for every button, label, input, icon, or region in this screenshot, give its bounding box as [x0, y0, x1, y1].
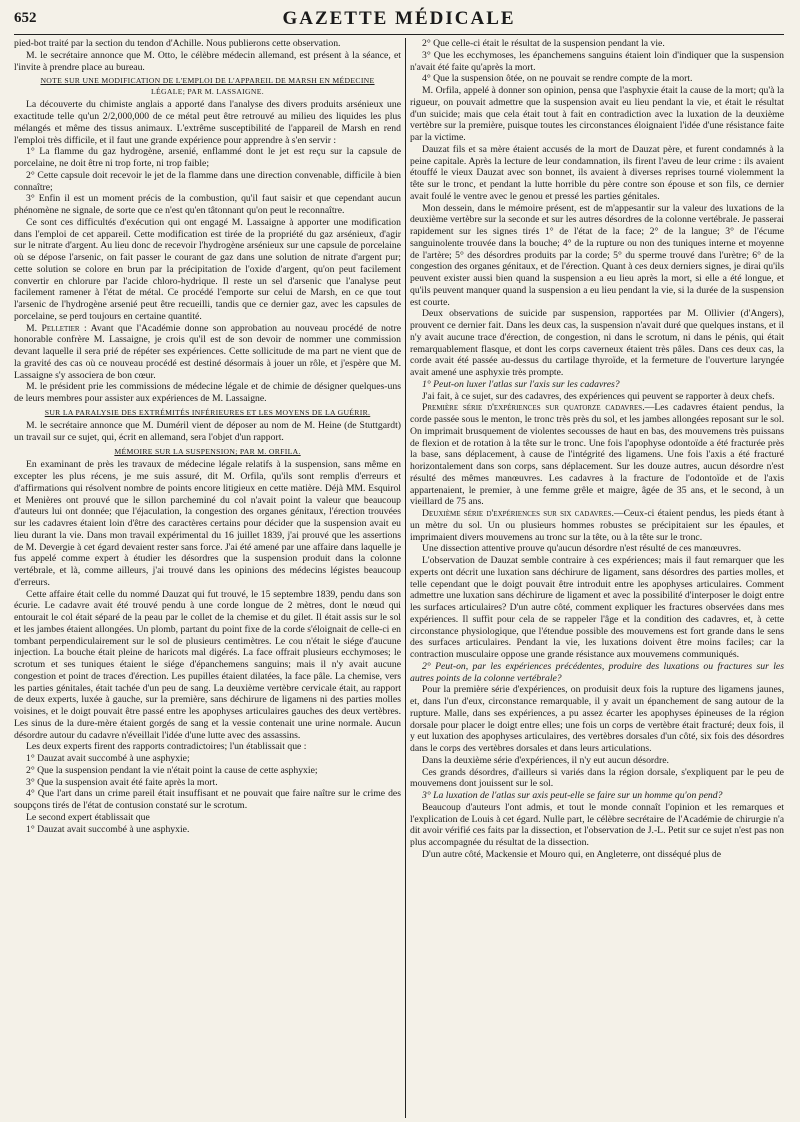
paragraph: M. Orfila, appelé à donner son opinion, pensa que l'asphyxie était la cause de la mort; qu'à la rigueur, on pouvait admettre que la suspension avait eu lieu pendant la vie, et était le résultat d'un suicide; mais que cela était tout à fait en contradiction avec la luxation de la deuxième vertèbre sur la première, puisque toutes les circonstances éloignaient l'idée d'une résistance faite par la victime.	[410, 85, 784, 143]
paragraph: Cette affaire était celle du nommé Dauzat qui fut trouvé, le 15 septembre 1839, pendu dans son écurie. Le cadavre avait été trouvé pendu à une corde longue de 2 mètres, dont le nœud qui entourait le col était séparé de la peau par le collet de la chemise et du gilet. Il était assis sur le sol et les jambes étaient allongées. Un plomb, partant du point fixe de la corde s'éloignait de celle-ci en tombant perpendiculairement sur le sol de plusieurs centimètres. Le cou n'était le siége d'aucune injection. La bouche était pleine de haricots mal digérés. La face offrait plusieurs ecchymoses; le scrotum et ses tuniques étaient le siége d'épanchemens sanguins; mais il n'y avait aucune congestion et point de traces d'érection. Les pupilles étaient dilatées, la face pâle. La chemise, vers les parties génitales, était tachée d'un peu de sang. La deuxième vertèbre cervicale était, au rapport de deux experts, luxée à gauche, sur la première, sans déchirure de ligamens ni des parties molles voisines, et le doigt pouvait être passé entre les apophyses articulaires gauches des deux vertèbres. Les sinus de la dure-mère étaient gorgés de sang et la vessie contenait une urine normale. Aucun désordre autour du cadavre n'éveillait l'idée d'une lutte avec des assassins.	[14, 588, 401, 741]
paragraph: 3° Enfin il est un moment précis de la combustion, qu'il faut saisir et que cependant aucun phénomène ne signale, de sorte que ce n'est qu'en tâtonnant qu'on peut le reconnaître.	[14, 193, 401, 216]
right-column	[410, 38, 784, 1122]
paragraph: D'un autre côté, Mackensie et Mouro qui, en Angleterre, ont disséqué plus de	[422, 848, 722, 860]
page-header	[14, 6, 784, 35]
paragraph: Dauzat fils et sa mère étaient accusés de la mort de Dauzat père, et furent condamnés à la peine capitale. Après la lecture de leur condamnation, ils firent l'aveu de leur crime : ils avaient étouffé le vieux Dauzat avec son bonnet, ils avaient à diverses reprises tourné violemment la tête sur le tronc, et pendant la lutte horrible du père contre son épouse et son fils, ce dernier avait foulé le ventre avec le genou et pressé les parties génitales.	[410, 143, 784, 202]
paragraph: Une dissection attentive prouve qu'aucun désordre n'est résulté de ces manœuvres.	[422, 543, 742, 555]
section-heading: MÉMOIRE SUR LA SUSPENSION; PAR M. ORFILA.	[114, 446, 301, 456]
list-item: 2° Que la suspension pendant la vie n'était point la cause de cette asphyxie;	[26, 764, 318, 776]
paragraph: Première série d'expériences sur quatorze cadavres.—Les cadavres étaient pendus, la corde passée sous le menton, le tronc très près du sol, et les jambes allongées reposant sur le sol. On imprimait brusquement de violentes secousses de haut en bas, des mouvemens très puissans de flexion et de rotation à la tête sur le tronc. Une fois l'apophyse odontoïde a été fracturée près la base, sans déplacement, à cause de l'intégrité des ligamens. Une fois l'axis a été fracturé horizontalement dans son corps, sans déplacement. Sur les douze autres, aucun désordre n'est résulté des mêmes manœuvres. Les cadavres à la fracture de l'odontoïde et de l'axis appartenaient, le premier, à une femme grêle et maigre, âgée de 35 ans, et le second, à un vieillard de 75 ans.	[410, 402, 784, 508]
left-column	[14, 38, 401, 1122]
paragraph: Le second expert établissait que	[26, 811, 150, 823]
paragraph: Pour la première série d'expériences, on produisit deux fois la rupture des ligamens jaunes, et, dans l'un d'eux, circonstance remarquable, il y avait un épanchement de sang autour de la rupture. Malle, dans ses expériences, a pu assez écarter les apophyses épineuses de la région dorsale pour placer le doigt entre elles; une fois un corps de vertèbre était fracturé; deux fois, il y eut luxation des apophyses articulaires, des vertèbres dorsales d'un côté, six fois des désordres dans le corps des vertèbres dorsales et dans leurs articulations.	[410, 684, 784, 754]
paragraph: Beaucoup d'auteurs l'ont admis, et tout le monde connaît l'opinion et les remarques et l'explication de Louis à cet égard. Nulle part, le célèbre secrétaire de l'Académie de chirurgie n'a dit avoir vérifié ces faits par la dissection, et l'observation de J.-L. Petit sur ce sujet n'est pas non plus accompagnée du résultat de la dissection.	[410, 801, 784, 848]
list-item: 1° Dauzat avait succombé à une asphyxie.	[26, 823, 190, 835]
list-item: 4° Que la suspension ôtée, on ne pouvait se rendre compte de la mort.	[422, 73, 693, 85]
question-heading: 1° Peut-on luxer l'atlas sur l'axis sur les cadavres?	[422, 378, 620, 390]
paragraph: 2° Cette capsule doit recevoir le jet de la flamme dans une direction convenable, difficile à bien connaître;	[14, 169, 401, 193]
columns	[14, 38, 784, 1122]
list-item: 3° Que la suspension avait été faite après la mort.	[26, 776, 218, 788]
series-title: Deuxième série d'expériences sur six cadavres.	[422, 508, 614, 519]
list-item: 3° Que les ecchymoses, les épanchemens sanguins étaient loin d'indiquer que la suspension n'avait été faite qu'après la mort.	[410, 49, 784, 73]
paragraph: M. le secrétaire annonce que M. Otto, le célèbre médecin allemand, est présent à la séance, et l'invite à prendre place au bureau.	[14, 49, 401, 73]
paragraph: Deux observations de suicide par suspension, rapportées par M. Ollivier (d'Angers), prouvent ce dernier fait. Dans les deux cas, la suspension n'avait duré que quelques instans, et il n'y avait aucune trace d'érection, de congestion, ni dans le scrotum, ni dans le pénis, qui était remarquablement flasque, et dont les corps caverneux étaient très pâles. Dans ces deux cas, la corde avait été passée au-dessus du cartilage thyroïde, et la fermeture de l'ouverture laryngée avait amené une asphyxie très prompte.	[410, 308, 784, 378]
list-item: 1° Dauzat avait succombé à une asphyxie;	[26, 753, 190, 764]
paragraph: M. le président prie les commissions de médecine légale et de chimie de désigner quelques-uns de leurs membres pour assister aux expériences de M. Lassaigne.	[14, 381, 401, 404]
paragraph: Ce sont ces difficultés d'exécution qui ont engagé M. Lassaigne à apporter une modification dans l'emploi de cet appareil. Cette modification est tirée de la propriété du gaz arsénieux, d'agir sur le nitrate d'argent. Au lieu donc de recevoir l'hydrogène arsénieux sur une capsule de porcelaine où se dépose l'arsenic, on fait passer le courant de gaz dans une solution de nitrate d'argent pur; cette solution se colore en brun par la précipitation de l'oxide d'argent, qu'on peut facilement convertir en chlorure par l'acide chloro-hydrique. Il reste un sel d'arsenic que l'analyse peut facilement ramener à l'état de métal. Ce procédé l'emporte sur celui de Marsh, en ce que tout l'arsenic de l'hydrogène arsenié peut être recueilli, tandis que ce dernier gaz, avec les capsules de porcelaine, se perd toujours en certaine quantité.	[14, 216, 401, 322]
paragraph: Les deux experts firent des rapports contradictoires; l'un établissait que :	[26, 741, 307, 753]
paragraph: En examinant de près les travaux de médecine légale relatifs à la suspension, sans même en excepter les plus récens, je me suis assuré, dit M. Orfila, qu'ils sont remplis d'erreurs et d'affirmations qui résolvent nombre de points encore litigieux en cette matière. Déjà MM. Esquirol et Menières ont prouvé que le sillon parcheminé du col n'avait point la valeur que beaucoup d'auteurs lui ont donnée; que l'éjaculation, la congestion des organes génitaux, l'érection trouvées sur les cadavres étaient loin d'être des caractères certains pour décider que la suspension avait eu lieu durant la vie. Dans mon travail expérimental du 16 juillet 1839, j'ai prouvé que les assertions de M. Devergie à cet égard devaient rester sans force. J'ai été amené par une affaire dans laquelle je fus appelé comme expert à étudier les désordres que la suspension produit dans la colonne vertébrale, et là, comme ailleurs, j'ai trouvé dans les opinions des médecins légistes beaucoup d'erreurs.	[14, 459, 401, 588]
paragraph: pied-bot traité par la section du tendon d'Achille. Nous publierons cette observation.	[14, 38, 341, 49]
paragraph: 1° La flamme du gaz hydrogène, arsenié, enflammé dont le jet est reçu sur la capsule de porcelaine, ne doit être ni trop forte, ni trop faible;	[14, 146, 401, 169]
paragraph: Mon dessein, dans le mémoire présent, est de m'appesantir sur la valeur des luxations de la deuxième vertèbre sur la seconde et sur les autres désordres de la colonne vertébrale. Je passerai rapidement sur les signes tirés 1° de l'état de la face; 2° de la langue; 3° de l'écume sanguinolente trouvée dans la bouche; 4° de la rupture ou non des tuniques interne et moyenne de l'artère; 5° des désordres produits par la corde; 5° du sperme trouvé dans l'urètre; 6° de la congestion des organes génitaux, et de l'érection. Quant à ces deux derniers signes, je dirai qu'ils peuvent exister aussi bien quand la suspension a eu lieu après la mort, si elle a été longue, et qu'ils peuvent manquer quand la suspension a eu lieu pendant la vie, si la durée de la suspension est courte.	[410, 202, 784, 308]
paragraph: Deuxième série d'expériences sur six cadavres.—Ceux-ci étaient pendus, les pieds étant à un mètre du sol. Un ou plusieurs hommes robustes se précipitaient sur les épaules, et imprimaient divers mouvemens au tronc sur la tête, ou à la tête sur le tronc.	[410, 508, 784, 543]
paragraph: Ces grands désordres, d'ailleurs si variés dans la région dorsale, s'expliquent par le peu de mouvemens dont jouissent sur le sol.	[410, 766, 784, 790]
paragraph: M. le secrétaire annonce que M. Duméril vient de déposer au nom de M. Heine (de Stuttgardt) un travail sur ce sujet, qui, écrit en allemand, sera l'objet d'un rapport.	[14, 420, 401, 443]
question-heading: 2° Peut-on, par les expériences précédentes, produire des luxations ou fractures sur les autres points de la colonne vertébrale?	[410, 660, 784, 684]
paragraph: La découverte du chimiste anglais a apporté dans l'analyse des divers produits arsénieux une exactitude telle qu'un 2/2,000,000 de ce métal peut être retrouvé au milieu des liquides les plus mélangés et même des tissus animaux. L'extrême susceptibilité de l'appareil de Marsh en rend l'emploi très difficile, et il faut une grande expérience pour apprendre à s'en servir :	[14, 99, 401, 146]
speaker-name: M. Pelletier :	[26, 322, 87, 334]
section-heading: NOTE SUR UNE MODIFICATION DE L'EMPLOI DE L'APPAREIL DE MARSH EN MÉDECINE LÉGALE; PAR M. LASSAIGNE.	[40, 76, 375, 96]
paragraph: J'ai fait, à ce sujet, sur des cadavres, des expériences qui peuvent se rapporter à deux chefs.	[422, 390, 775, 402]
list-item: 2° Que celle-ci était le résultat de la suspension pendant la vie.	[422, 38, 665, 49]
column-divider	[405, 38, 406, 1118]
paragraph: L'observation de Dauzat semble contraire à ces expériences; mais il faut remarquer que les experts ont décrit une luxation sans déchirure de ligament, sans désordres des parties molles, et telle cependant que le doigt pouvait être introduit entre les apophyses articulaires. Comment admettre une luxation sans déchirure de ligament et avec la possibilité d'interposer le doigt entre les surfaces articulaires? D'un autre côté, comment expliquer les fractures observées dans mes expériences. Il suffit pour cela de se rappeler l'âge et la condition des cadavres, et, à cette circonstance physiologique, que l'étendue possible des mouvemens est fort grande dans le sens des surfaces articulaires. Pendant la vie, les luxations doivent être moins faciles; car la contraction musculaire oppose une grande résistance aux mouvemens communiqués.	[410, 555, 784, 660]
question-heading: 3° La luxation de l'atlas sur axis peut-elle se faire sur un homme qu'on pend?	[422, 790, 723, 801]
section-heading: SUR LA PARALYSIE DES EXTRÉMITÉS INFÉRIEURES ET LES MOYENS DE LA GUÉRIR.	[44, 407, 371, 417]
list-item: 4° Que l'art dans un crime pareil était insuffisant et ne pouvait que faire naître sur le crime des soupçons tirés de l'état de contusion constaté sur le scrotum.	[14, 788, 401, 811]
publication-title: GAZETTE MÉDICALE	[282, 8, 516, 29]
page-number: 652	[14, 10, 37, 26]
series-title: Première série d'expériences sur quatorze cadavres.	[422, 402, 645, 414]
paragraph: Dans la deuxième série d'expériences, il n'y eut aucun désordre.	[422, 754, 669, 766]
paragraph: M. Pelletier : Avant que l'Académie donne son approbation au nouveau procédé de notre honorable confrère M. Lassaigne, je crois qu'il est de son devoir de nommer une commission devant laquelle il sera prié de répéter ses expériences. Cette sollicitude de ma part ne vient que de la gravité des cas où ce nouveau procédé est destiné désormais à jouer un rôle, et j'espère que M. Lassaigne s'y associera de bon cœur.	[14, 322, 401, 381]
